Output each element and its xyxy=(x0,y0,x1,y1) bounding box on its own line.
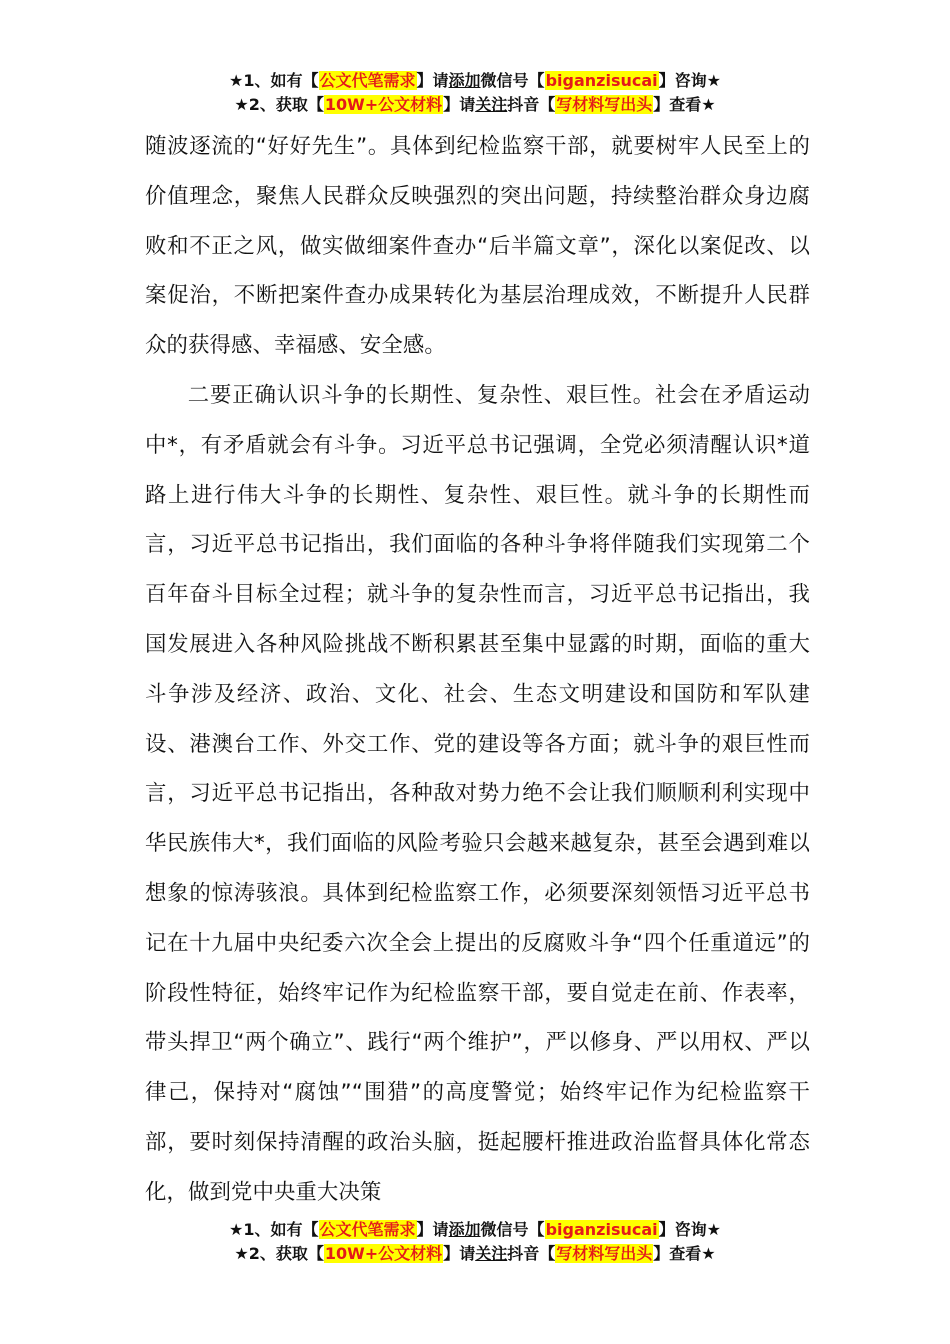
banner-line-1 xyxy=(0,69,950,93)
banner-underlined-text: 关注 xyxy=(475,1244,508,1263)
banner-highlight: 写材料写出头 xyxy=(556,95,653,114)
banner-text: 】请 xyxy=(416,71,449,90)
banner-highlight: 公文代笔需求 xyxy=(319,71,416,90)
banner-text: 】咨询★ xyxy=(658,1220,721,1239)
banner-text: 】请 xyxy=(416,1220,449,1239)
banner-text: 抖音【 xyxy=(507,1244,556,1263)
banner-line-2 xyxy=(0,93,950,117)
banner-text: ★1、如有【 xyxy=(229,1220,319,1239)
banner-text: 】咨询★ xyxy=(658,71,721,90)
banner-text: 微信号【 xyxy=(480,71,545,90)
banner-text: 】请 xyxy=(443,1244,476,1263)
banner-underlined-text: 添加 xyxy=(448,1220,481,1239)
banner-underlined-text: 添加 xyxy=(448,71,481,90)
banner-text: 】请 xyxy=(443,95,476,114)
banner-line-2 xyxy=(0,1242,950,1266)
header-banner xyxy=(0,69,950,117)
banner-text: 】查看★ xyxy=(653,95,716,114)
banner-text: ★2、获取【 xyxy=(234,95,324,114)
banner-line-1 xyxy=(0,1218,950,1242)
banner-text: ★1、如有【 xyxy=(229,71,319,90)
banner-highlight: 10W+公文材料 xyxy=(324,95,443,114)
banner-highlight: 公文代笔需求 xyxy=(319,1220,416,1239)
document-body xyxy=(145,122,810,1218)
banner-highlight: biganzisucai xyxy=(545,71,658,90)
footer-banner xyxy=(0,1218,950,1266)
banner-highlight: biganzisucai xyxy=(545,1220,658,1239)
paragraph: 随波逐流的“好好先生”。具体到纪检监察干部，就要树牢人民至上的价值理念，聚焦人民群众反映强烈的突出问题，持续整治群众身边腐败和不正之风，做实做细案件查办“后半篇文章”，深化以案促改、以案促治，不断把案件查办成果转化为基层治理成效，不断提升人民群众的获得感、幸福感、安全感。 xyxy=(145,134,810,359)
banner-text: 】查看★ xyxy=(653,1244,716,1263)
banner-text: 抖音【 xyxy=(507,95,556,114)
banner-highlight: 10W+公文材料 xyxy=(324,1244,443,1263)
paragraph: 二要正确认识斗争的长期性、复杂性、艰巨性。社会在矛盾运动中*，有矛盾就会有斗争。习近平总书记强调，全党必须清醒认识*道路上进行伟大斗争的长期性、复杂性、艰巨性。就斗争的长期性而言，习近平总书记指出，我们面临的各种斗争将伴随我们实现第二个百年奋斗目标全过程；就斗争的复杂性而言，习近平总书记指出，我国发展进入各种风险挑战不断积累甚至集中显露的时期，面临的重大斗争涉及经济、政治、文化、社会、生态文明建设和国防和军队建设、港澳台工作、外交工作、党的建设等各方面；就斗争的艰巨性而言，习近平总书记指出，各种敌对势力绝不会让我们顺顺利利实现中华民族伟大*，我们面临的风险考验只会越来越复杂，甚至会遇到难以想象的惊涛骇浪。具体到纪检监察工作，必须要深刻领悟习近平总书记在十九届中央纪委六次全会上提出的反腐败斗争“四个任重道远”的阶段性特征，始终牢记作为纪检监察干部，要自觉走在前、作表率，带头捍卫“两个确立”、践行“两个维护”，严以修身、严以用权、严以律己，保持对“腐蚀”“围猎”的高度警觉；始终牢记作为纪检监察干部，要时刻保持清醒的政治头脑，挺起腰杆推进政治监督具体化常态化，做到党中央重大决策 xyxy=(145,382,810,1205)
banner-text: 微信号【 xyxy=(480,1220,545,1239)
banner-highlight: 写材料写出头 xyxy=(556,1244,653,1263)
banner-underlined-text: 关注 xyxy=(475,95,508,114)
banner-text: ★2、获取【 xyxy=(234,1244,324,1263)
